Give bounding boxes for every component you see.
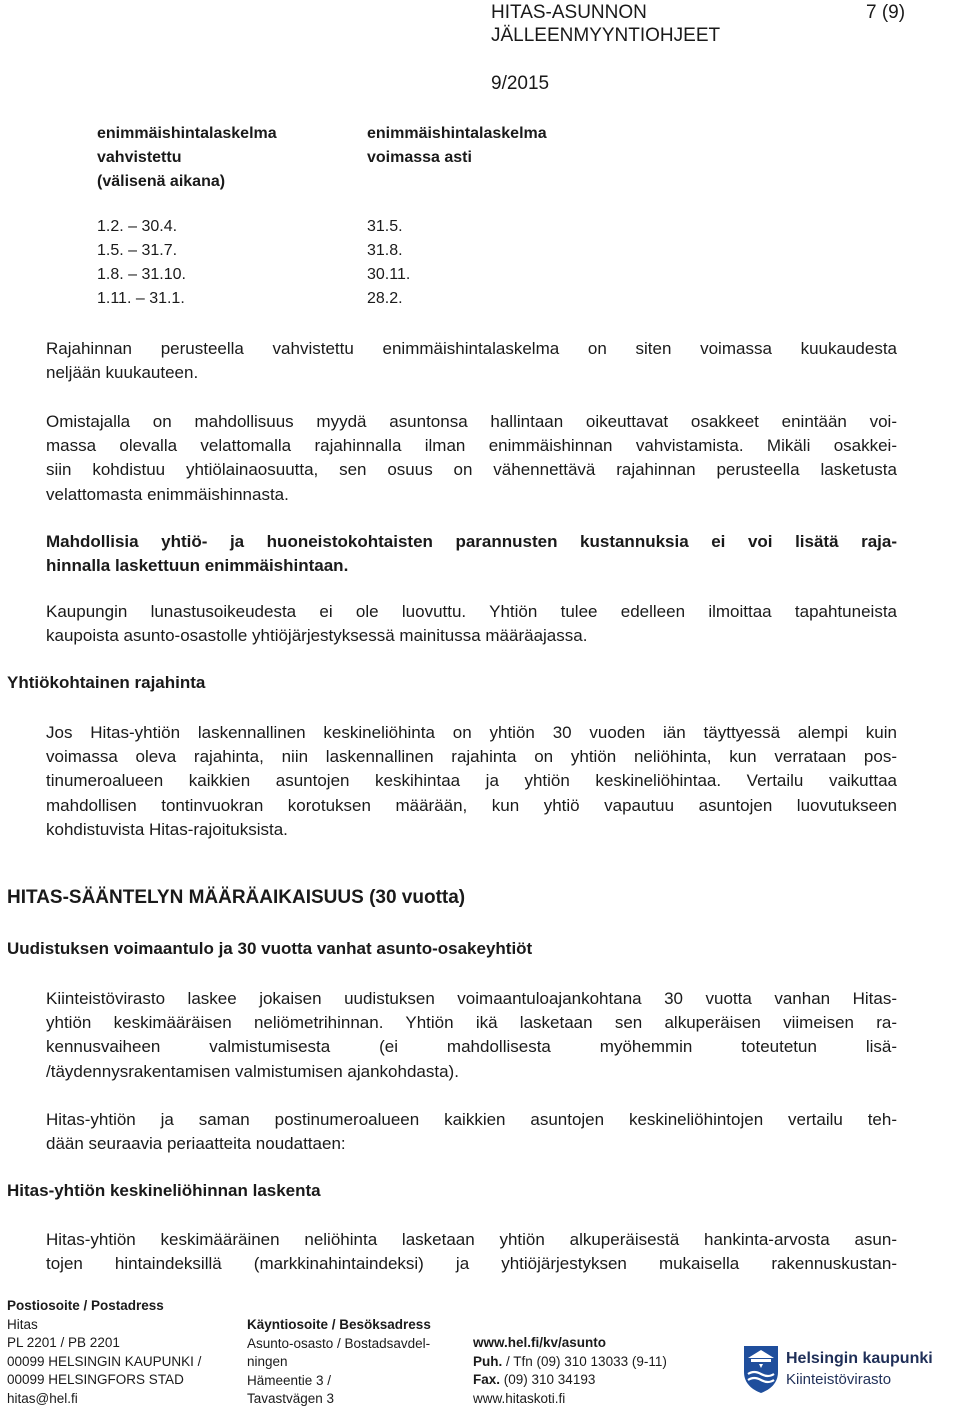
paragraph-validity-period: Rajahinnan perusteella vahvistettu enimmäishintalaskelma on siten voimassa kuukaudesta neljään kuukauteen. [46,339,897,383]
table-cell-valid-until: 30.11. [367,266,411,283]
footer-visit-line: Asunto-osasto / Bostadsavdel- [247,1335,431,1351]
footer-visit [247,1316,431,1409]
paragraph-owner-sale: Omistajalla on mahdollisuus myydä asuntonsa hallintaan oikeuttavat osakkeet enintään voi- massa olevalla velattomalla rajahinnalla ilman enimmäishinnan vahvistamista. Mikäli osakkei- siin kohdistuu yhtiölainaosuutta, sen osuus on vähennettävä rajahinnan perusteella lasketusta velattomasta enimmäishinnasta. [46,412,897,504]
table-cell-valid-until: 31.8. [367,242,403,259]
col1-header-line1: enimmäishintalaskelma [97,125,277,142]
footer-postal-line: PL 2201 / PB 2201 [7,1335,120,1350]
footer-phone: Puh. / Tfn (09) 310 13033 (9-11) [473,1353,667,1369]
col2-header-line1: enimmäishintalaskelma [367,125,547,142]
footer-web-link[interactable]: www.hel.fi/kv/asunto [473,1335,607,1350]
doc-title-line1: HITAS-ASUNNON [491,2,647,23]
footer-visit-line: Hämeentie 3 / [247,1372,332,1388]
subheading-reform: Uudistuksen voimaantulo ja 30 vuotta vanhat asunto-osakeyhtiöt [7,939,533,958]
footer-email-link[interactable]: hitas@hel.fi [7,1390,78,1406]
helsinki-crest-icon [742,1344,780,1394]
logo-subtitle: Kiinteistövirasto [786,1371,892,1388]
footer-visit-header: Käyntiosoite / Besöksadress [247,1317,431,1332]
logo-title: Helsingin kaupunki [786,1350,933,1367]
table-cell-confirmed: 1.5. – 31.7. [97,242,178,259]
footer-fax: Fax. (09) 310 34193 [473,1372,596,1387]
section-heading-regulation-period: HITAS-SÄÄNTELYN MÄÄRÄAIKAISUUS (30 vuotta) [7,887,466,908]
footer-visit-line: ningen [247,1354,288,1369]
footer-postal-line: 00099 HELSINGIN KAUPUNKI / [7,1353,202,1369]
subheading-calculation: Hitas-yhtiön keskineliöhinnan laskenta [7,1181,321,1200]
table-cell-valid-until: 28.2. [367,290,403,307]
paragraph-improvement-costs: Mahdollisia yhtiö- ja huoneistokohtaisten parannusten kustannuksia ei voi lisätä raja- hinnalla laskettuun enimmäishintaan. [46,532,897,576]
paragraph-comparison: Hitas-yhtiön ja saman postinumeroalueen kaikkien asuntojen keskineliöhintojen vertailu teh- dään seuraavia periaatteita noudattaen: [46,1110,897,1154]
footer-web2-link[interactable]: www.hitaskoti.fi [473,1390,566,1406]
footer-visit-line: Tavastvägen 3 [247,1391,335,1406]
col1-header-line2: vahvistettu [97,149,182,166]
col1-header-line3: (välisenä aikana) [97,173,226,190]
col2-header-line2: voimassa asti [367,149,472,166]
doc-date: 9/2015 [491,73,550,94]
table-cell-confirmed: 1.2. – 30.4. [97,218,178,235]
paragraph-calculation: Hitas-yhtiön keskimääräinen neliöhinta lasketaan yhtiön alkuperäisestä hankinta-arvosta asun- tojen hintaindeksillä (markkinahintaindeksi) ja yhtiöjärjestyksen mukaisella rakennuskustan- [46,1230,897,1274]
table-cell-valid-until: 31.5. [367,218,403,235]
doc-title-line2: JÄLLEENMYYNTIOHJEET [491,25,721,46]
page-number: 7 (9) [866,2,906,23]
footer-postal-header: Postiosoite / Postadress [7,1298,164,1313]
footer-postal-line: Hitas [7,1316,38,1332]
helsinki-logo [742,1342,947,1402]
table-cell-confirmed: 1.8. – 31.10. [97,266,186,283]
paragraph-average-price: Kiinteistövirasto laskee jokaisen uudistuksen voimaantuloajankohtana 30 vuotta vanhan Hitas- yhtiön keskimääräisen neliömetrihinnan. Yhtiön ikä lasketaan sen alkuperäisen viimeisen ra- kennusvaiheen valmistumisesta (ei mahdollisesta myöhemmin toteutetun lisä- /täydennysrakentamisen valmistumisen ajankohdasta). [46,989,897,1081]
table-cell-confirmed: 1.11. – 31.1. [97,290,185,307]
footer-contact [473,1334,667,1408]
paragraph-redemption-right: Kaupungin lunastusoikeudesta ei ole luovuttu. Yhtiön tulee edelleen ilmoittaa tapahtuneista kaupoista asunto-osastolle yhtiöjärjestyksessä mainitussa määräajassa. [46,602,897,646]
footer-postal [7,1297,201,1408]
footer-postal-line: 00099 HELSINGFORS STAD [7,1372,184,1387]
section-heading-company-price: Yhtiökohtainen rajahinta [7,673,206,692]
paragraph-company-price: Jos Hitas-yhtiön laskennallinen keskineliöhinta on yhtiön 30 vuoden iän täyttyessä alempi kuin voimassa oleva rajahinta, niin laskennallinen rajahinta on yhtiön neliöhinta, kun verrataan pos- tinumeroalueen kaikkien asuntojen keskihintaa ja yhtiön keskineliöhintaa. Vertailu vaikuttaa mahdollisen tontinvuokran korotuksen määrään, kun yhtiö vapautuu asuntojen luovutukseen kohdistuvista Hitas-rajoituksista. [46,723,897,839]
